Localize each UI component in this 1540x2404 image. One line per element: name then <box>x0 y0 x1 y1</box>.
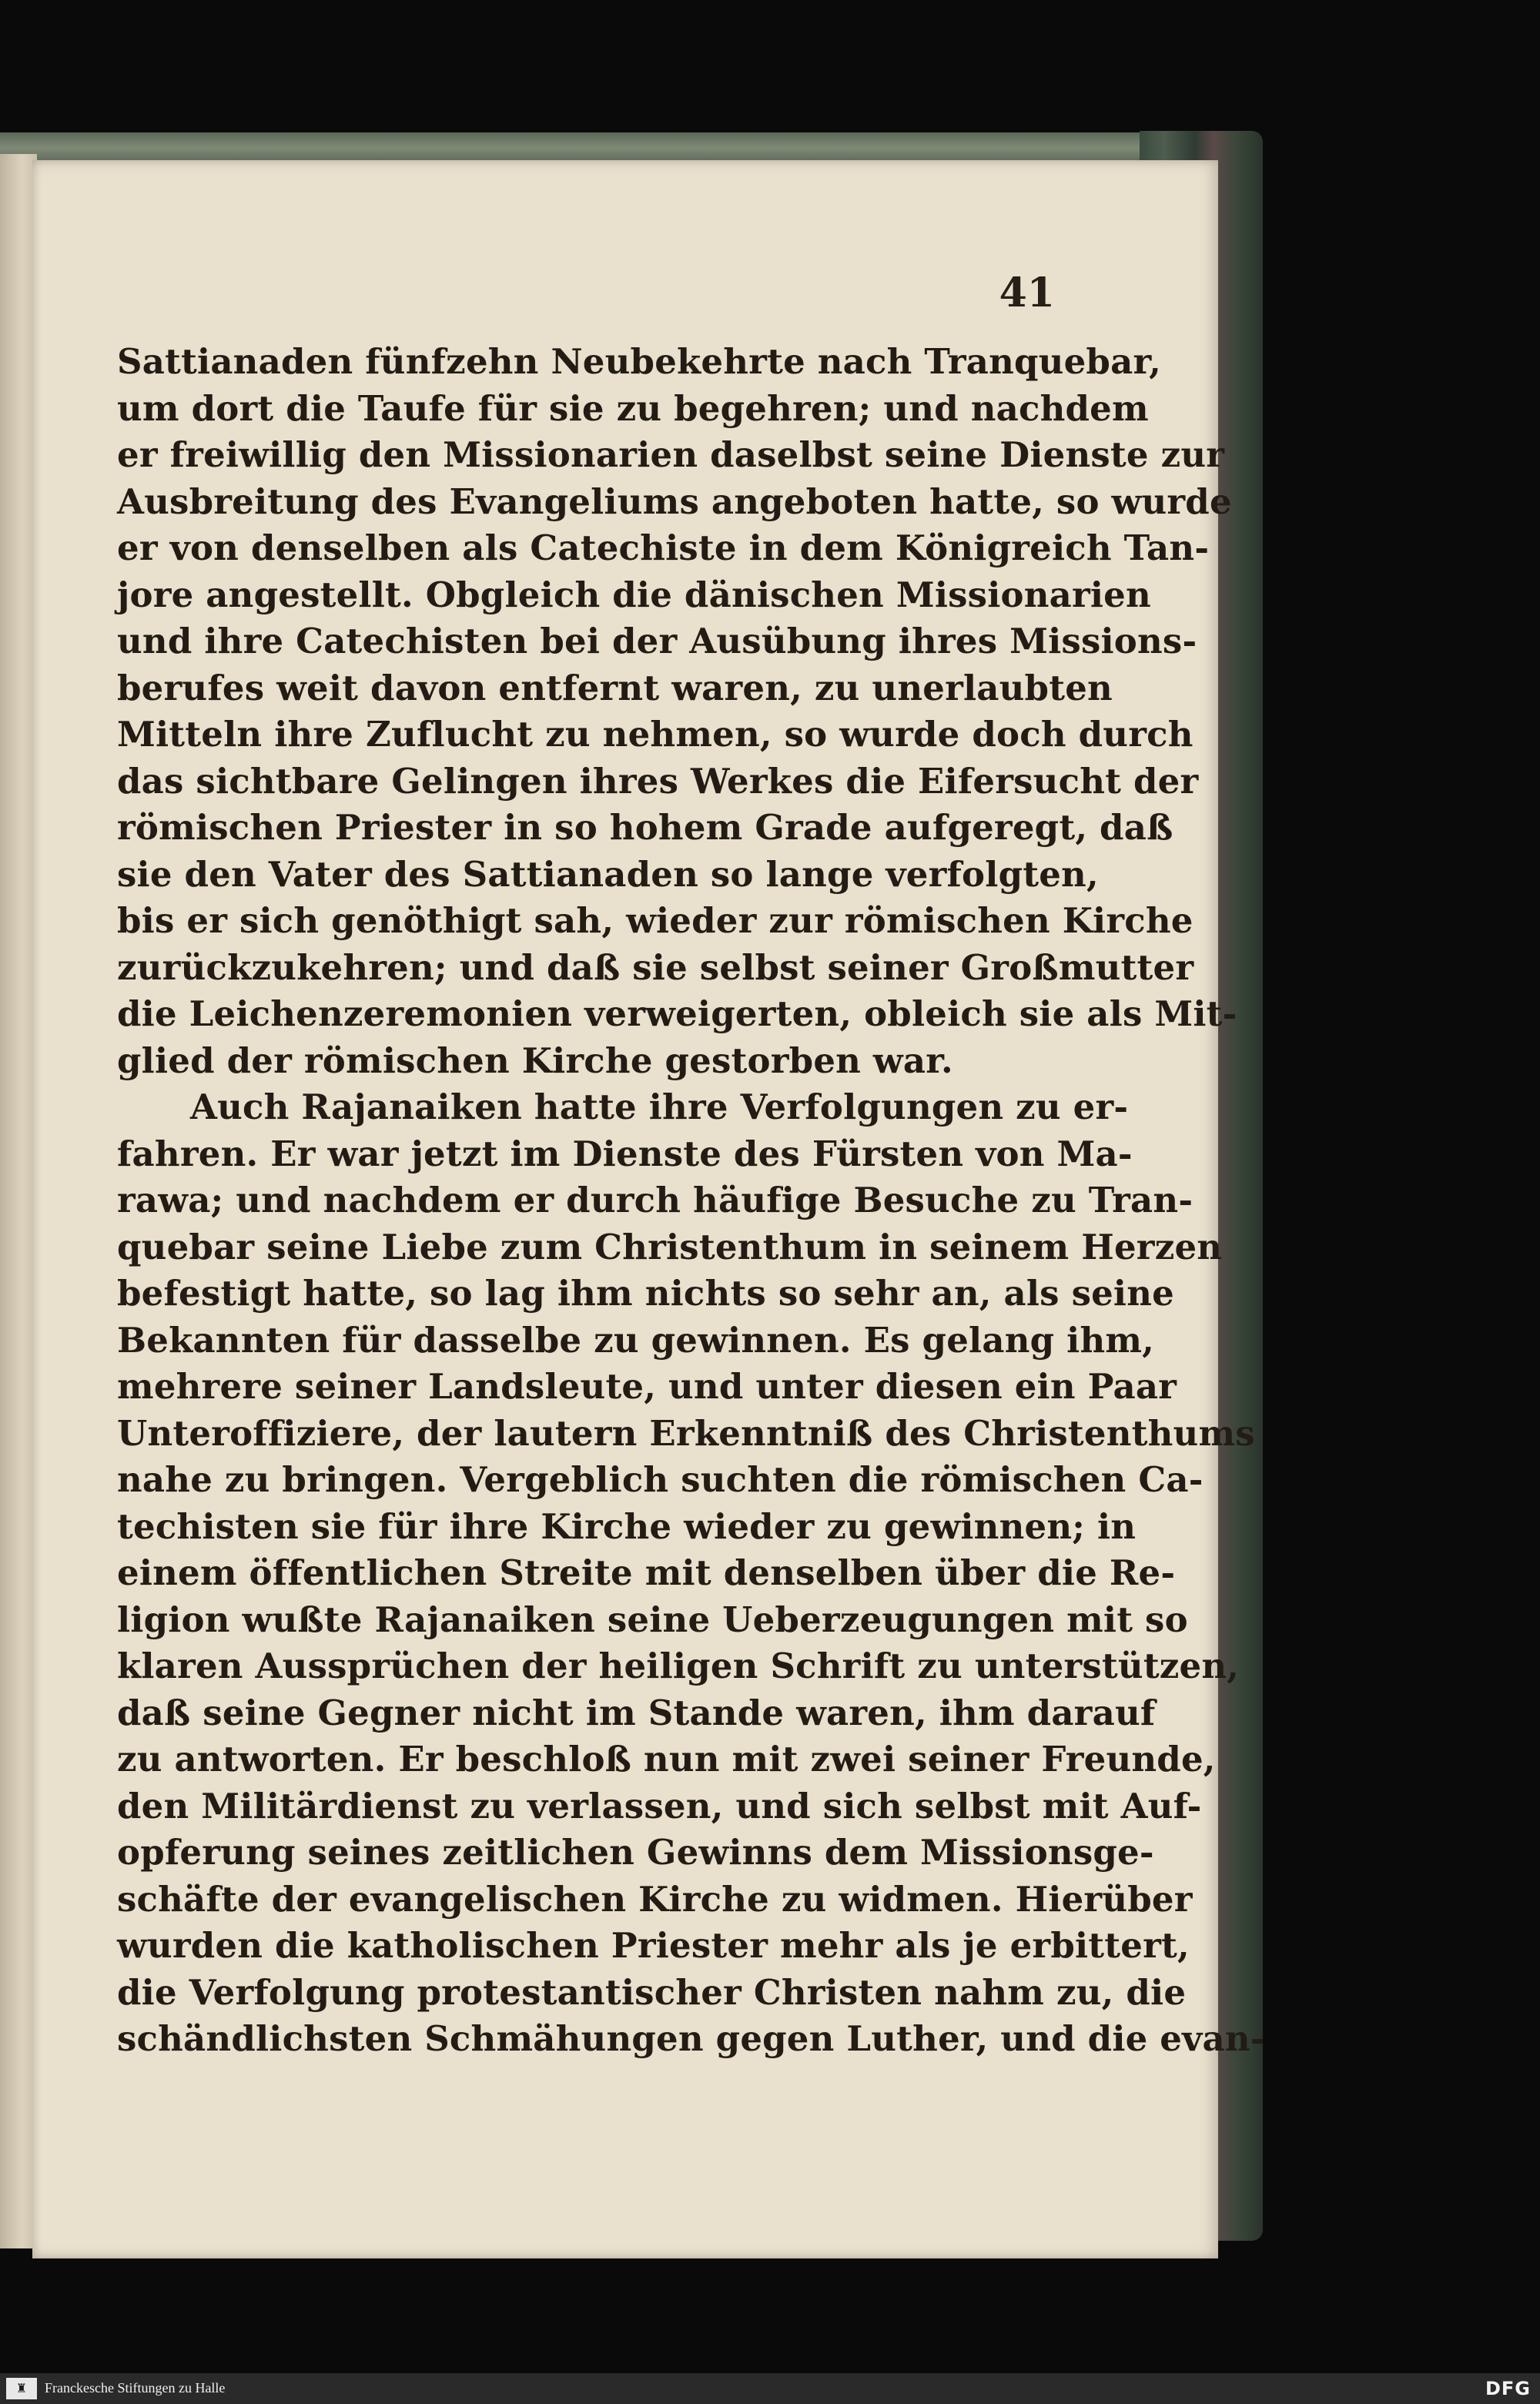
text-line: sie den Vater des Sattianaden so lange verfolgten, <box>117 853 1099 895</box>
page-number: 41 <box>999 270 1055 316</box>
facing-page-edge <box>0 154 37 2248</box>
text-line: klaren Aussprüchen der heiligen Schrift zu unterstützen, <box>117 1646 1240 1686</box>
text-line: das sichtbare Gelingen ihres Werkes die Eifersucht der <box>117 760 1199 802</box>
text-line: berufes weit davon entfernt waren, zu unerlaubten <box>117 667 1113 708</box>
book-page <box>32 160 1265 2258</box>
text-line: Bekannten für dasselbe zu gewinnen. Es gelang ihm, <box>117 1319 1155 1361</box>
text-line: daß seine Gegner nicht im Stande waren, ihm darauf <box>117 1692 1156 1733</box>
page-body-text <box>117 339 1265 2063</box>
text-line: Sattianaden fünfzehn Neubekehrte nach Tranquebar, <box>117 341 1161 382</box>
text-line: schändlichsten Schmähungen gegen Luther, und die evan- <box>117 2018 1265 2059</box>
footer-institution-label[interactable]: Franckesche Stiftungen zu Halle <box>45 2380 226 2396</box>
text-line: die Verfolgung protestantischer Christen nahm zu, die <box>117 1971 1187 2013</box>
text-line: nahe zu bringen. Vergeblich suchten die römischen Ca- <box>117 1459 1204 1500</box>
text-line: mehrere seiner Landsleute, und unter diesen ein Paar <box>117 1366 1177 1407</box>
viewer-footer-bar <box>0 2373 1540 2404</box>
library-logo-icon[interactable]: ♜ <box>6 2378 37 2399</box>
text-line: schäfte der evangelischen Kirche zu widmen. Hierüber <box>117 1878 1193 1920</box>
text-line: rawa; und nachdem er durch häufige Besuche zu Tran- <box>117 1180 1194 1220</box>
text-line: Mitteln ihre Zuflucht zu nehmen, so wurde doch durch <box>117 714 1194 755</box>
text-line: opferung seines zeitlichen Gewinns dem Missionsge- <box>117 1832 1154 1873</box>
text-line: Auch Rajanaiken hatte ihre Verfolgungen zu er- <box>190 1086 1129 1127</box>
text-line: fahren. Er war jetzt im Dienste des Fürsten von Ma- <box>117 1133 1133 1174</box>
text-line: einem öffentlichen Streite mit denselben über die Re- <box>117 1552 1176 1593</box>
text-line: jore angestellt. Obgleich die dänischen Missionarien <box>117 574 1151 615</box>
text-line: die Leichenzeremonien verweigerten, obleich sie als Mit- <box>117 993 1237 1034</box>
text-line: techisten sie für ihre Kirche wieder zu gewinnen; in <box>117 1505 1137 1547</box>
text-line: Unteroffiziere, der lautern Erkenntniß des Christenthums <box>117 1412 1255 1454</box>
text-line: wurden die katholischen Priester mehr als je erbittert, <box>117 1925 1190 1966</box>
text-line: den Militärdienst zu verlassen, und sich selbst mit Auf- <box>117 1785 1202 1826</box>
text-line: und ihre Catechisten bei der Ausübung ihres Missions- <box>117 621 1197 661</box>
text-line: bis er sich genöthigt sah, wieder zur römischen Kirche <box>117 900 1194 941</box>
text-line: quebar seine Liebe zum Christenthum in seinem Herzen <box>117 1226 1223 1267</box>
text-line: zu antworten. Er beschloß nun mit zwei seiner Freunde, <box>117 1739 1216 1780</box>
footer-dfg-logo[interactable]: DFG <box>1485 2378 1531 2399</box>
text-line: glied der römischen Kirche gestorben war. <box>117 1040 953 1081</box>
text-line: römischen Priester in so hohem Grade aufgeregt, daß <box>117 807 1173 848</box>
text-line: ligion wußte Rajanaiken seine Ueberzeugungen mit so <box>117 1599 1188 1640</box>
text-line: er freiwillig den Missionarien daselbst seine Dienste zur <box>117 434 1225 475</box>
text-line: befestigt hatte, so lag ihm nichts so sehr an, als seine <box>117 1273 1174 1314</box>
text-line: er von denselben als Catechiste in dem Königreich Tan- <box>117 527 1210 568</box>
text-line: Ausbreitung des Evangeliums angeboten hatte, so wurde <box>117 480 1232 522</box>
text-line: um dort die Taufe für sie zu begehren; und nachdem <box>117 387 1149 429</box>
text-line: zurückzukehren; und daß sie selbst seiner Großmutter <box>117 946 1194 988</box>
